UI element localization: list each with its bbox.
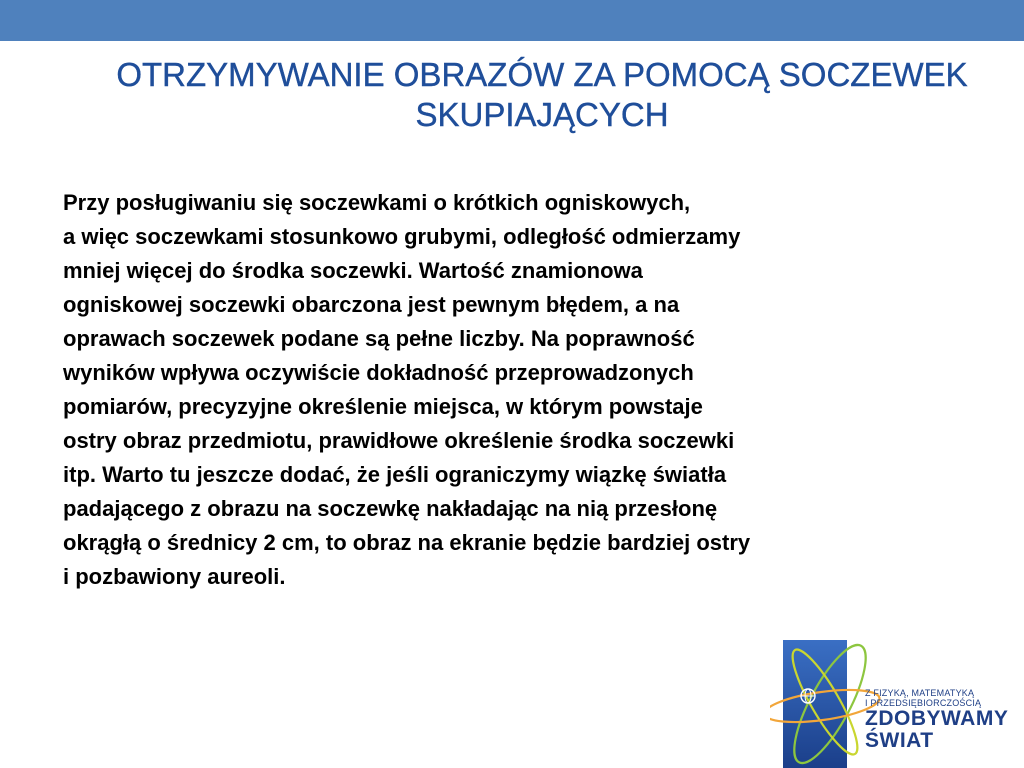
body-line: okrągłą o średnicy 2 cm, to obraz na ekranie będzie bardziej ostry [63,530,751,555]
logo-title-line-2: ŚWIAT [865,729,934,752]
body-line: Przy posługiwaniu się soczewkami o krótkich ogniskowych, [63,190,691,215]
slide-title-line-1: OTRZYMYWANIE OBRAZÓW ZA POMOCĄ SOCZEWEK [116,56,968,93]
logo-tagline-line-1: Z FIZYKĄ, MATEMATYKĄ [865,688,975,698]
logo-tagline-line-2: I PRZEDSIĘBIORCZOŚCIĄ [865,698,982,708]
body-line: ogniskowej soczewki obarczona jest pewnym błędem, a na [63,292,680,317]
body-line: oprawach soczewek podane są pełne liczby. Na poprawność [63,326,695,351]
body-line: wyników wpływa oczywiście dokładność przeprowadzonych [63,360,694,385]
logo-title-line-1: ZDOBYWAMY [865,707,1009,730]
logo-text [865,688,1008,752]
body-line: padającego z obrazu na soczewkę nakładając na nią przesłonę [63,496,718,521]
body-line: a więc soczewkami stosunkowo grubymi, odległość odmierzamy [63,224,741,249]
body-line: ostry obraz przedmiotu, prawidłowe określenie środka soczewki [63,428,735,453]
body-line: itp. Warto tu jeszcze dodać, że jeśli ograniczymy wiązkę światła [63,462,727,487]
top-bar [0,0,1024,41]
slide-title [92,55,992,135]
body-line: pomiarów, precyzyjne określenie miejsca, w którym powstaje [63,394,703,419]
body-line: i pozbawiony aureoli. [63,564,286,589]
slide-title-line-2: SKUPIAJĄCYCH [415,96,669,133]
body-line: mniej więcej do środka soczewki. Wartość znamionowa [63,258,643,283]
slide-body-text [63,186,963,594]
